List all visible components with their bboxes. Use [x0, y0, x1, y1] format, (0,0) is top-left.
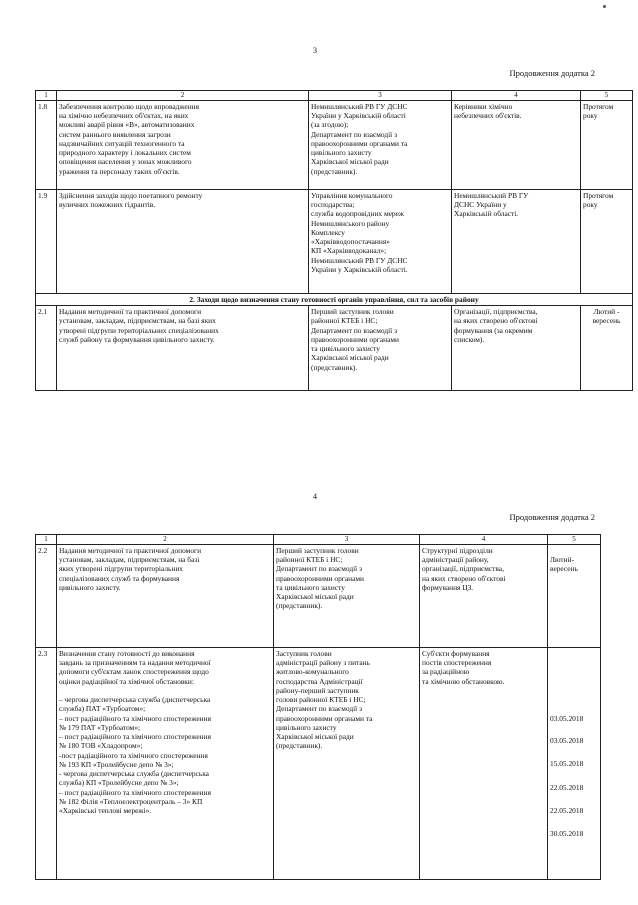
document-page-3 — [0, 0, 638, 452]
continuation-label: Продовження додатка 2 — [509, 68, 595, 78]
involved-cell: Суб'єкти формування постів спостереження за радіаційною та хімічною обстановкою. — [420, 647, 548, 879]
page-number: 3 — [313, 46, 317, 55]
involved-cell: Організації, підприємства, на яких створено об'єктові формування (за окремим списком). — [452, 306, 581, 391]
row-number: 1.9 — [36, 189, 57, 293]
table-row — [36, 189, 633, 293]
col-header: 1 — [36, 91, 57, 101]
row-number: 2.1 — [36, 306, 57, 391]
col-header: 2 — [57, 535, 274, 545]
row-number: 2.3 — [36, 647, 57, 879]
date-value: 15.05.2018 — [550, 759, 584, 769]
responsible-cell: Перший заступник голови районної КТЕБ і НС; Департамент по взаємодії з правоохоронними органами та цивільного захисту Харківської міської ради (представник). — [274, 544, 420, 647]
table-row — [36, 306, 633, 391]
responsible-cell: Перший заступник голови районної КТЕБ і НС; Департамент по взаємодії з правоохоронними органами та цивільного захисту Харківської міської ради (представник). — [309, 306, 452, 391]
term-cell: Лютий - вересень — [581, 306, 633, 391]
involved-cell: Керівники хімічно небезпечних об'єктів. — [452, 100, 581, 189]
col-header: 4 — [420, 535, 548, 545]
section-title: 2. Заходи щодо визначення стану готовності органів управління, сил та засобів району — [36, 293, 633, 305]
row-number: 2.2 — [36, 544, 57, 647]
date-value: 30.05.2018 — [550, 829, 584, 838]
responsible-cell: Заступник голови адміністрації району з питань житлово-комунального господарства Адміністрації району-перший заступник голови районної КТЕБ і НС; Департамент по взаємодії з правоохоронними органами та цивільного захисту Харківської міської ради (представник). — [274, 647, 420, 879]
continuation-label: Продовження додатка 2 — [509, 512, 595, 522]
measures-table — [35, 90, 633, 391]
col-header: 5 — [581, 91, 633, 101]
scan-artifact — [603, 5, 606, 8]
col-header: 1 — [36, 535, 57, 545]
col-header: 5 — [548, 535, 601, 545]
col-header: 2 — [57, 91, 309, 101]
col-header: 3 — [309, 91, 452, 101]
date-value: 03.05.2018 — [550, 713, 584, 723]
task-cell: Надання методичної та практичної допомоги установам, закладам, підприємствам, на базі яких утворені підгрупи територіальних спеціалізованих служб району та формування цивільного захисту. — [57, 306, 309, 391]
date-value: 22.05.2018 — [550, 805, 584, 815]
involved-cell: Структурні підрозділи адміністрації району, організації, підприємства, на яких створено об'єктові формування ЦЗ. — [420, 544, 548, 647]
col-header: 3 — [274, 535, 420, 545]
responsible-cell: Управління комунального господарства; служба водопровідних мереж Немишлянського району Комплексу «Харківводопостачання» КП «Харківводоканал»; Немишлянський РВ ГУ ДСНС України у Харківській області. — [309, 189, 452, 293]
date-value: 03.05.2018 — [550, 736, 584, 745]
term-cell: Протягом року — [581, 100, 633, 189]
task-cell: Здійснення заходів щодо поетапного ремонту вуличних пожежних гідрантів. — [57, 189, 309, 293]
term-cell: Лютий- вересень — [548, 544, 601, 647]
term-cell — [548, 647, 601, 879]
table-row — [36, 647, 601, 879]
task-cell: Визначення стану готовності до виконання завдань за призначенням та надання методичної допомоги суб'єктам ланок спостереження щодо оцінки радіаційної та хімічної обстановки: – чергова диспетчерська служба (диспетчерська служба) ПАТ «Турбоатом»; – пост радіаційного та хімічного спостереження № 179 ПАТ «Турбоатом»; – пост радіаційного та хімічного спостереження № 180 ТОВ «Хладопром»; -пост радіаційного та хімічного спостереження № 193 КП «Тролейбусне депо № 3»; - чергова диспетчерська служба (диспетчерська служба) КП «Тролейбусне депо № 3»; – пост радіаційного та хімічного спостереження № 182 Філія «Теплоелектроцентраль – 3» КП «Харківські теплові мережі». — [57, 647, 274, 879]
measures-table — [35, 534, 601, 880]
page-number: 4 — [313, 492, 317, 501]
task-cell: Надання методичної та практичної допомоги установам, закладам, підприємствам, на базі яких утворені підгрупи територіальних спеціалізованих служб та формування цивільного захисту. — [57, 544, 274, 647]
row-number: 1.8 — [36, 100, 57, 189]
task-cell: Забезпечення контролю щодо впровадження на хімічно небезпечних об'єктах, на яких можливі аварії рівня «В», автоматизованих систем раннього виявлення загрози надзвичайних ситуацій техногенного та природного характеру і локальних систем оповіщення населення у зонах можливого ураження та персоналу таких об'єктів. — [57, 100, 309, 189]
table-row — [36, 544, 601, 647]
table-header-row — [36, 535, 601, 545]
list-item: - чергова диспетчерська служба (диспетчерська — [59, 769, 209, 778]
list-item: – пост радіаційного та хімічного спостереження — [59, 713, 211, 723]
responsible-cell: Немишлянський РВ ГУ ДСНС України у Харківській області (за згодою); Департамент по взаємодії з правоохоронними органами та цивільного захисту Харківської міської ради (представник). — [309, 100, 452, 189]
col-header: 4 — [452, 91, 581, 101]
list-item: -пост радіаційного та хімічного спостереження — [59, 750, 208, 760]
term-cell: Протягом року — [581, 189, 633, 293]
section-title-row — [36, 293, 633, 305]
involved-cell: Немишлянський РВ ГУ ДСНС України у Харківській області. — [452, 189, 581, 293]
list-item: – пост радіаційного та хімічного спостереження — [59, 787, 211, 797]
table-header-row — [36, 91, 633, 101]
table-row — [36, 100, 633, 189]
document-page-4 — [0, 452, 638, 905]
date-value: 22.05.2018 — [550, 782, 584, 792]
list-item: – пост радіаційного та хімічного спостереження — [59, 732, 211, 741]
list-item: – чергова диспетчерська служба (диспетчерська — [59, 695, 211, 704]
